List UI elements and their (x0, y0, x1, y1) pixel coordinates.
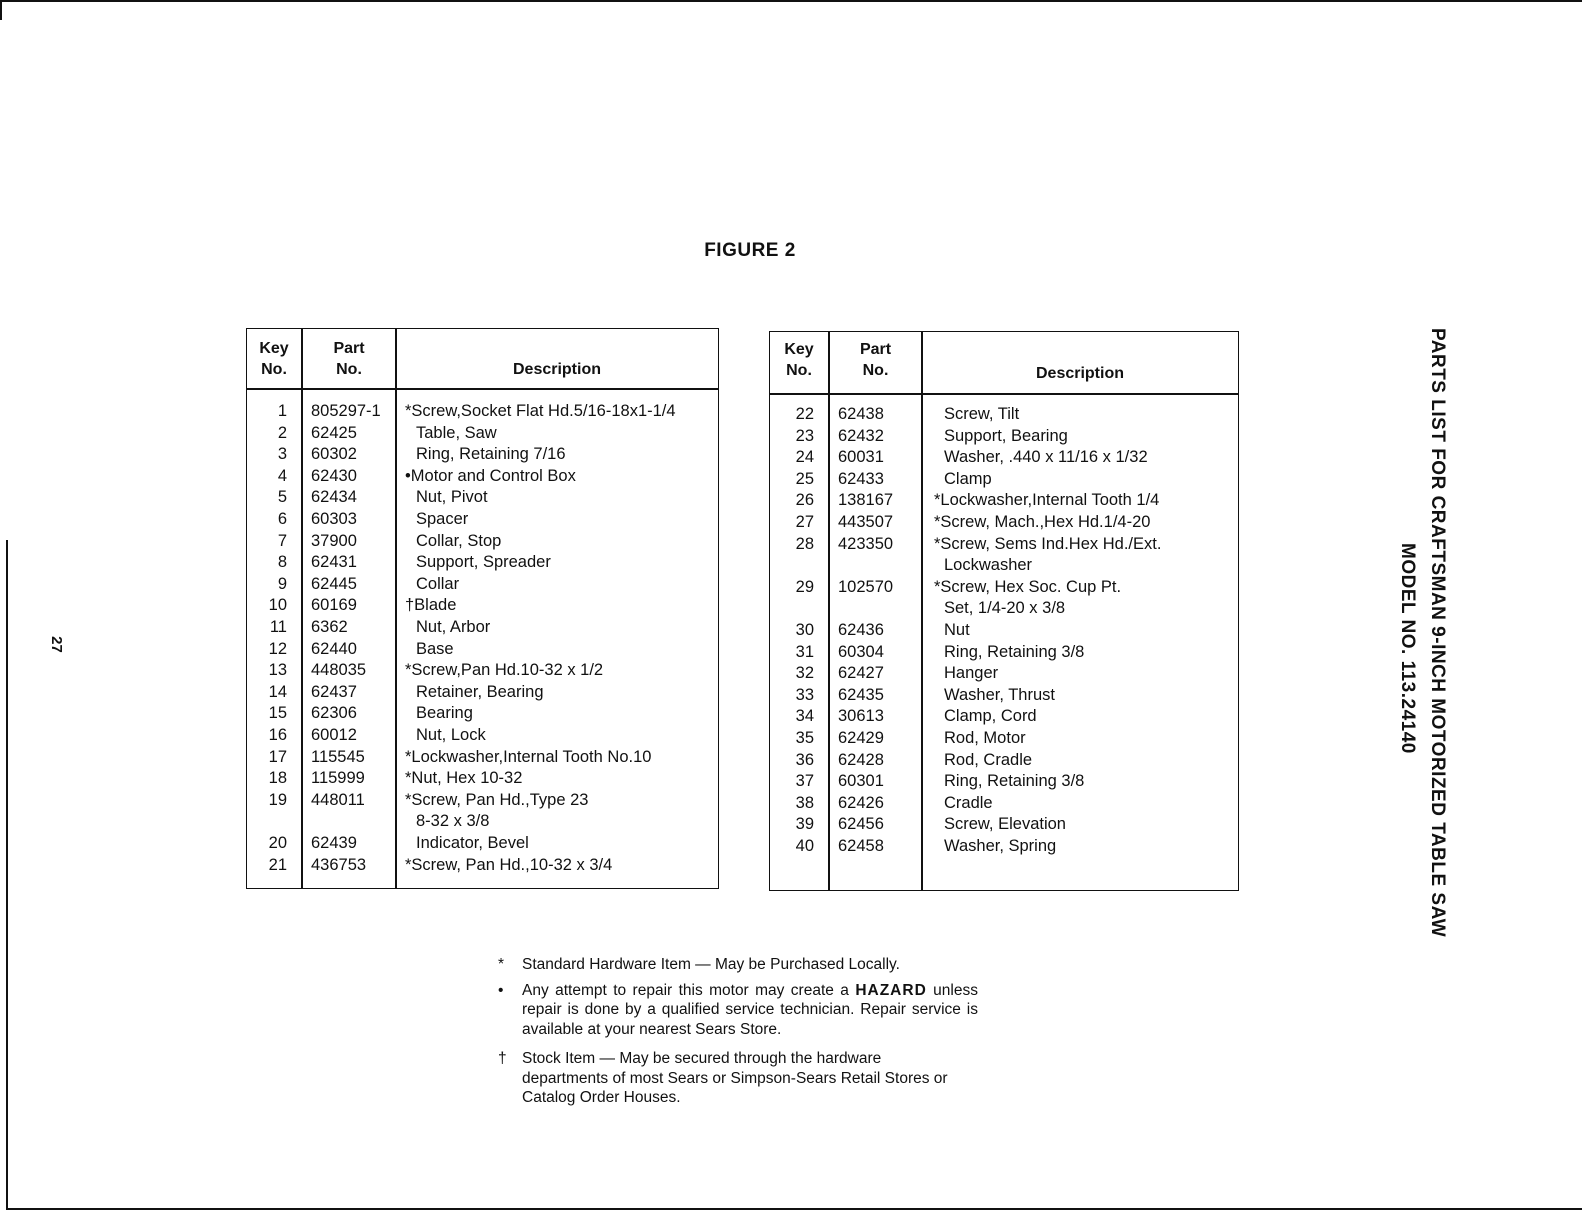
table-row (770, 707, 1238, 729)
key-no-cell: 36 (795, 750, 814, 769)
scan-border-left (6, 540, 8, 1210)
key-no-cell: 33 (795, 685, 814, 704)
description-cell: Ring, Retaining 3/8 (944, 642, 1085, 661)
figure-title: FIGURE 2 (704, 240, 796, 261)
table-row (770, 794, 1238, 816)
table-row (770, 772, 1238, 794)
description-cell: Nut (944, 621, 970, 639)
description-cell: Retainer, Bearing (416, 682, 544, 701)
table-row (247, 618, 718, 640)
table-row (247, 856, 718, 878)
dagger-symbol: † (498, 1050, 507, 1067)
header-line: Part (859, 341, 892, 358)
part-no-cell: 62432 (838, 426, 884, 445)
description-cell: Indicator, Bevel (416, 834, 529, 852)
part-no-cell: 62434 (311, 488, 357, 507)
table-row (770, 448, 1238, 470)
description-cell: Rod, Cradle (944, 750, 1033, 769)
key-no-cell: 16 (268, 726, 287, 744)
description-cell: *Lockwasher,Internal Tooth No.10 (405, 747, 652, 766)
table-row (247, 640, 718, 662)
note-text-before: Any attempt to repair this motor may create a (522, 981, 849, 999)
part-no-cell: 62456 (838, 815, 884, 834)
key-no-cell: 25 (795, 469, 814, 488)
header-line: No. (261, 361, 287, 378)
description-cell: Ring, Retaining 3/8 (944, 772, 1085, 791)
table-row (247, 575, 718, 597)
part-no-cell: 62436 (838, 621, 884, 639)
part-no-cell: 115999 (311, 769, 365, 788)
scan-border-left-top (0, 0, 2, 20)
table-row (770, 405, 1238, 427)
key-no-header (770, 339, 828, 381)
part-no-cell: 448011 (311, 790, 365, 809)
part-no-cell: 62433 (838, 469, 884, 488)
key-no-cell: 21 (268, 855, 287, 874)
key-no-cell: 32 (795, 664, 814, 683)
part-no-cell: 448035 (311, 661, 367, 680)
description-continuation: Lockwasher (944, 556, 1033, 575)
part-no-cell: 423350 (838, 534, 894, 553)
header-line: No. (336, 361, 362, 378)
side-title-line-1: PARTS LIST FOR CRAFTSMAN 9-INCH MOTORIZED TABLE SAW (1427, 328, 1448, 938)
description-cell: •Motor and Control Box (405, 466, 576, 485)
part-no-header (303, 338, 395, 380)
header-divider (247, 388, 718, 390)
description-cell: Washer, Spring (944, 837, 1057, 855)
key-no-cell: 39 (795, 815, 814, 834)
description-cell: Clamp, Cord (944, 707, 1037, 726)
key-no-cell: 30 (795, 621, 814, 639)
description-cell: †Blade (405, 596, 457, 615)
key-no-cell: 17 (268, 747, 287, 766)
description-cell: Ring, Retaining 7/16 (416, 445, 566, 464)
key-no-cell: 12 (268, 639, 287, 658)
part-no-cell: 62431 (311, 553, 357, 572)
table-row (770, 427, 1238, 449)
table-row (770, 664, 1238, 686)
description-cell: Bearing (416, 704, 473, 723)
description-cell: Washer, .440 x 11/16 x 1/32 (944, 448, 1148, 467)
key-no-cell: 8 (277, 553, 287, 572)
table-row (247, 402, 718, 424)
header-line: No. (862, 362, 889, 379)
description-cell: Spacer (416, 510, 469, 528)
key-no-cell: 1 (277, 402, 287, 420)
part-no-cell: 60169 (311, 596, 357, 615)
part-no-header (830, 339, 921, 381)
key-no-cell: 31 (795, 642, 814, 661)
page-number: 27 (47, 636, 65, 653)
table-row (770, 535, 1238, 557)
part-no-cell: 6362 (311, 618, 348, 636)
description-cell: Collar, Stop (416, 531, 502, 550)
key-no-cell: 2 (277, 423, 287, 442)
description-cell: Rod, Motor (944, 729, 1026, 747)
description-header: Description (512, 361, 601, 378)
part-no-cell: 62429 (838, 729, 884, 747)
key-no-cell: 11 (269, 618, 287, 636)
description-cell: Cradle (944, 793, 993, 812)
key-no-cell: 35 (795, 729, 814, 747)
description-cell: Screw, Elevation (944, 815, 1066, 834)
note-motor-hazard (498, 981, 978, 1040)
key-no-cell: 7 (277, 531, 287, 550)
description-cell: *Screw, Hex Soc. Cup Pt. (934, 577, 1122, 596)
description-cell: *Screw,Pan Hd.10-32 x 1/2 (405, 661, 604, 680)
table-row (247, 791, 718, 813)
key-no-cell: 22 (795, 405, 814, 423)
description-cell: Table, Saw (416, 423, 497, 442)
key-no-cell: 3 (277, 445, 287, 464)
part-no-cell: 60031 (838, 448, 884, 467)
key-no-cell: 5 (277, 488, 287, 507)
part-no-cell: 62425 (311, 423, 357, 442)
table-row (247, 467, 718, 489)
side-title (1390, 328, 1466, 1008)
part-no-cell: 62306 (311, 704, 357, 723)
header-divider (770, 393, 1238, 395)
part-no-cell: 102570 (838, 577, 894, 596)
description-cell: Nut, Lock (416, 726, 486, 744)
note-stock-item (498, 1049, 954, 1108)
key-no-cell: 13 (268, 661, 287, 680)
description-cell: Support, Bearing (944, 426, 1068, 445)
table-row (247, 748, 718, 770)
part-no-cell: 62435 (838, 685, 884, 704)
description-cell: Base (416, 639, 454, 658)
table-row (770, 513, 1238, 535)
table-row (770, 751, 1238, 773)
scan-border-top (0, 0, 1582, 2)
table-row (770, 643, 1238, 665)
part-no-cell: 443507 (838, 513, 894, 531)
table-row (247, 726, 718, 748)
description-cell: Hanger (944, 664, 999, 683)
table-row (247, 445, 718, 467)
part-no-cell: 62437 (311, 682, 357, 701)
footnotes (498, 955, 978, 1114)
key-no-cell: 14 (268, 682, 287, 701)
table-row (247, 488, 718, 510)
note-text: Standard Hardware Item — May be Purchased Locally. (522, 956, 900, 973)
key-no-cell: 20 (268, 834, 287, 852)
description-cell: Washer, Thrust (944, 685, 1055, 704)
table-row (770, 578, 1238, 600)
key-no-cell: 40 (795, 837, 814, 855)
description-cell: Nut, Pivot (416, 488, 488, 507)
table-row (247, 683, 718, 705)
key-no-cell: 24 (795, 448, 814, 467)
table-row (247, 834, 718, 856)
part-no-cell: 62426 (838, 793, 884, 812)
key-no-cell: 28 (795, 534, 814, 553)
description-cell: Clamp (944, 469, 992, 488)
description-continuation: 8-32 x 3/8 (416, 812, 490, 831)
key-no-cell: 29 (795, 577, 814, 596)
table-row (770, 621, 1238, 643)
description-header: Description (1035, 365, 1124, 382)
table-row (770, 837, 1238, 859)
part-no-cell: 37900 (311, 531, 357, 550)
table-row (247, 769, 718, 791)
key-no-cell: 10 (268, 596, 287, 615)
part-no-cell: 62445 (311, 574, 357, 593)
part-no-cell: 60012 (311, 726, 357, 744)
bullet-symbol: • (498, 981, 504, 999)
key-no-cell: 19 (268, 790, 287, 809)
part-no-cell: 30613 (838, 707, 884, 726)
key-no-cell: 9 (277, 574, 287, 593)
part-no-cell: 62428 (838, 750, 884, 769)
table-row (247, 510, 718, 532)
table-row (770, 815, 1238, 837)
description-cell: Screw, Tilt (944, 405, 1020, 423)
hazard-word: HAZARD (855, 981, 927, 999)
part-no-cell: 436753 (311, 855, 367, 874)
part-no-cell: 60303 (311, 510, 357, 528)
key-no-cell: 18 (268, 769, 287, 788)
side-title-line-2: MODEL NO. 113.24140 (1397, 543, 1418, 754)
part-no-cell: 62427 (838, 664, 884, 683)
description-cell: *Screw, Pan Hd.,Type 23 (405, 790, 589, 809)
part-no-cell: 62458 (838, 837, 884, 855)
scan-border-bottom (6, 1208, 1582, 1210)
asterisk-symbol: * (498, 956, 505, 973)
table-row (770, 686, 1238, 708)
key-no-cell: 26 (795, 491, 814, 510)
note-text: Stock Item — May be secured through the hardware departments of most Sears or Simpson-Sears Retail Stores or Catalog Order Houses. (522, 1050, 948, 1106)
part-no-cell: 62438 (838, 405, 884, 423)
key-no-cell: 38 (795, 793, 814, 812)
table-row (770, 729, 1238, 751)
table-row (247, 553, 718, 575)
header-line: Part (333, 340, 365, 357)
note-text (522, 981, 978, 1040)
note-standard-hardware (498, 955, 978, 975)
part-no-cell: 60302 (311, 445, 357, 464)
description-cell: Nut, Arbor (416, 618, 491, 636)
description-cell: *Nut, Hex 10-32 (405, 769, 523, 788)
key-no-header (247, 338, 301, 380)
part-no-cell: 60304 (838, 642, 884, 661)
description-cell: *Screw,Socket Flat Hd.5/16-18x1-1/4 (405, 402, 676, 420)
part-no-cell: 115545 (311, 747, 365, 766)
part-no-cell: 62440 (311, 639, 357, 658)
header-line: Key (259, 340, 289, 357)
part-no-cell: 62439 (311, 834, 357, 852)
table-row (247, 596, 718, 618)
table-row (247, 661, 718, 683)
key-no-cell: 4 (277, 466, 287, 485)
part-no-cell: 62430 (311, 466, 357, 485)
part-no-cell: 60301 (838, 772, 884, 791)
table-row (247, 704, 718, 726)
description-cell: *Screw, Pan Hd.,10-32 x 3/4 (405, 855, 613, 874)
note-text-after: unless repair is done by a qualified service technician. Repair service is available at your nearest Sears Store. (522, 981, 978, 1038)
part-no-cell: 805297-1 (311, 402, 381, 420)
description-continuation: Set, 1/4-20 x 3/8 (944, 599, 1066, 618)
key-no-cell: 23 (795, 426, 814, 445)
header-line: No. (786, 362, 812, 379)
parts-table-right (769, 331, 1239, 891)
key-no-cell: 6 (277, 510, 287, 528)
description-cell: *Screw, Sems Ind.Hex Hd./Ext. (934, 534, 1162, 553)
description-cell: Support, Spreader (416, 553, 551, 572)
key-no-cell: 34 (795, 707, 814, 726)
table-row (247, 424, 718, 446)
header-line: Key (784, 341, 814, 358)
parts-table-left (246, 328, 719, 889)
description-cell: *Lockwasher,Internal Tooth 1/4 (934, 491, 1160, 510)
table-row (770, 491, 1238, 513)
key-no-cell: 27 (795, 513, 814, 531)
description-cell: Collar (416, 574, 460, 593)
table-row (247, 532, 718, 554)
table-row (770, 470, 1238, 492)
description-cell: *Screw, Mach.,Hex Hd.1/4-20 (934, 513, 1151, 531)
key-no-cell: 15 (268, 704, 287, 723)
part-no-cell: 138167 (838, 491, 894, 510)
key-no-cell: 37 (795, 772, 814, 791)
